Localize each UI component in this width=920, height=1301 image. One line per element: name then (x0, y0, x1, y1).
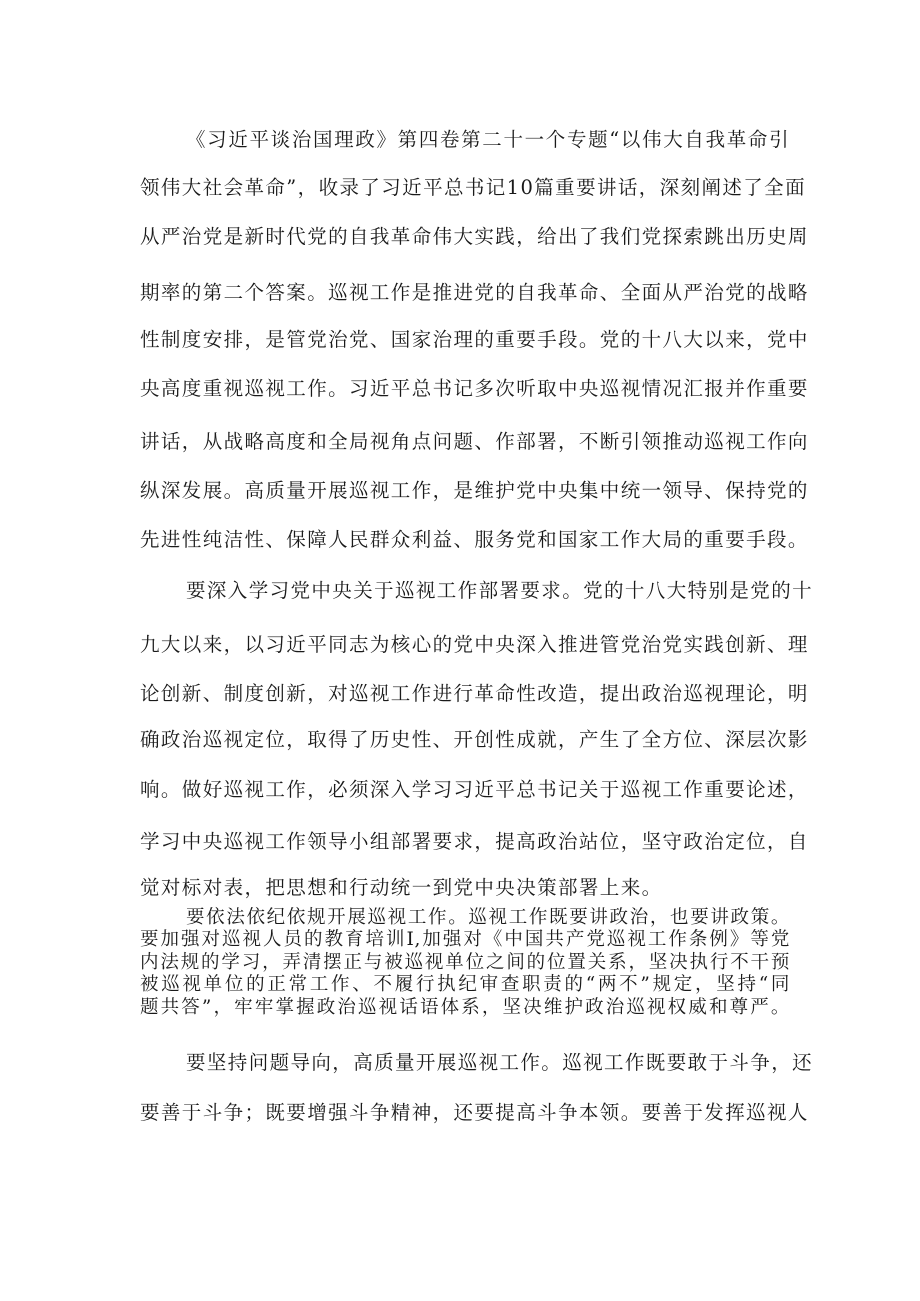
text-line: 领伟大社会革命”，收录了习近平总书记10篇重要讲话，深刻阐述了全面 (140, 176, 806, 199)
text-line: 学习中央巡视工作领导小组部署要求，提高政治站位，坚守政治定位，自 (140, 830, 809, 853)
text-line: 要依法依纪依规开展巡视工作。巡视工作既要讲政治，也要讲政策。 (186, 907, 790, 928)
text-line: 央高度重视巡视工作。习近平总书记多次听取中央巡视情况汇报并作重要 (140, 377, 809, 400)
text-line: 《习近平谈治国理政》第四卷第二十一个专题“以伟大自我革命引 (186, 128, 790, 151)
text-line: 觉对标对表，把思想和行动统一到党中央决策部署上来。 (140, 876, 663, 899)
text-line: 性制度安排，是管党治党、国家治理的重要手段。党的十八大以来，党中 (140, 328, 809, 351)
text-line: 响。做好巡视工作，必须深入学习习近平总书记关于巡视工作重要论述， (140, 778, 809, 801)
text-line: 讲话，从战略高度和全局视角点问题、作部署，不断引领推动巡视工作向 (140, 430, 809, 453)
text-line: 要善于斗争；既要增强斗争精神，还要提高斗争本领。要善于发挥巡视人 (140, 1101, 809, 1124)
text-line: 要加强对巡视人员的教育培训I,加强对《中国共产党巡视工作条例》等党 (140, 929, 790, 950)
text-line: 从严治党是新时代党的自我革命伟大实践，给出了我们党探索跳出历史周 (140, 225, 809, 248)
text-line: 论创新、制度创新，对巡视工作进行革命性改造，提出政治巡视理论，明 (140, 682, 809, 705)
text-line: 被巡视单位的正常工作、不履行执纪审查职责的“两不”规定，坚持“同 (140, 974, 790, 995)
text-line: 先进性纯洁性、保障人民群众利益、服务党和国家工作大局的重要手段。 (140, 528, 809, 551)
text-line: 题共答”，牢牢掌握政治巡视话语体系，坚决维护政治巡视权威和尊严。 (140, 997, 790, 1018)
text-line: 期率的第二个答案。巡视工作是推进党的自我革命、全面从严治党的战略 (140, 281, 809, 304)
text-line: 要深入学习党中央关于巡视工作部署要求。党的十八大特别是党的十 (186, 579, 814, 602)
text-line: 内法规的学习，弄清摆正与被巡视单位之间的位置关系，坚决执行不干预 (140, 952, 790, 973)
text-line: 九大以来，以习近平同志为核心的党中央深入推进管党治党实践创新、理 (140, 633, 809, 656)
text-line: 纵深发展。高质量开展巡视工作，是维护党中央集中统一领导、保持党的 (140, 479, 809, 502)
text-line: 要坚持问题导向，高质量开展巡视工作。巡视工作既要敢于斗争，还 (186, 1051, 814, 1074)
text-line: 确政治巡视定位，取得了历史性、开创性成就，产生了全方位、深层次影 (140, 728, 809, 751)
